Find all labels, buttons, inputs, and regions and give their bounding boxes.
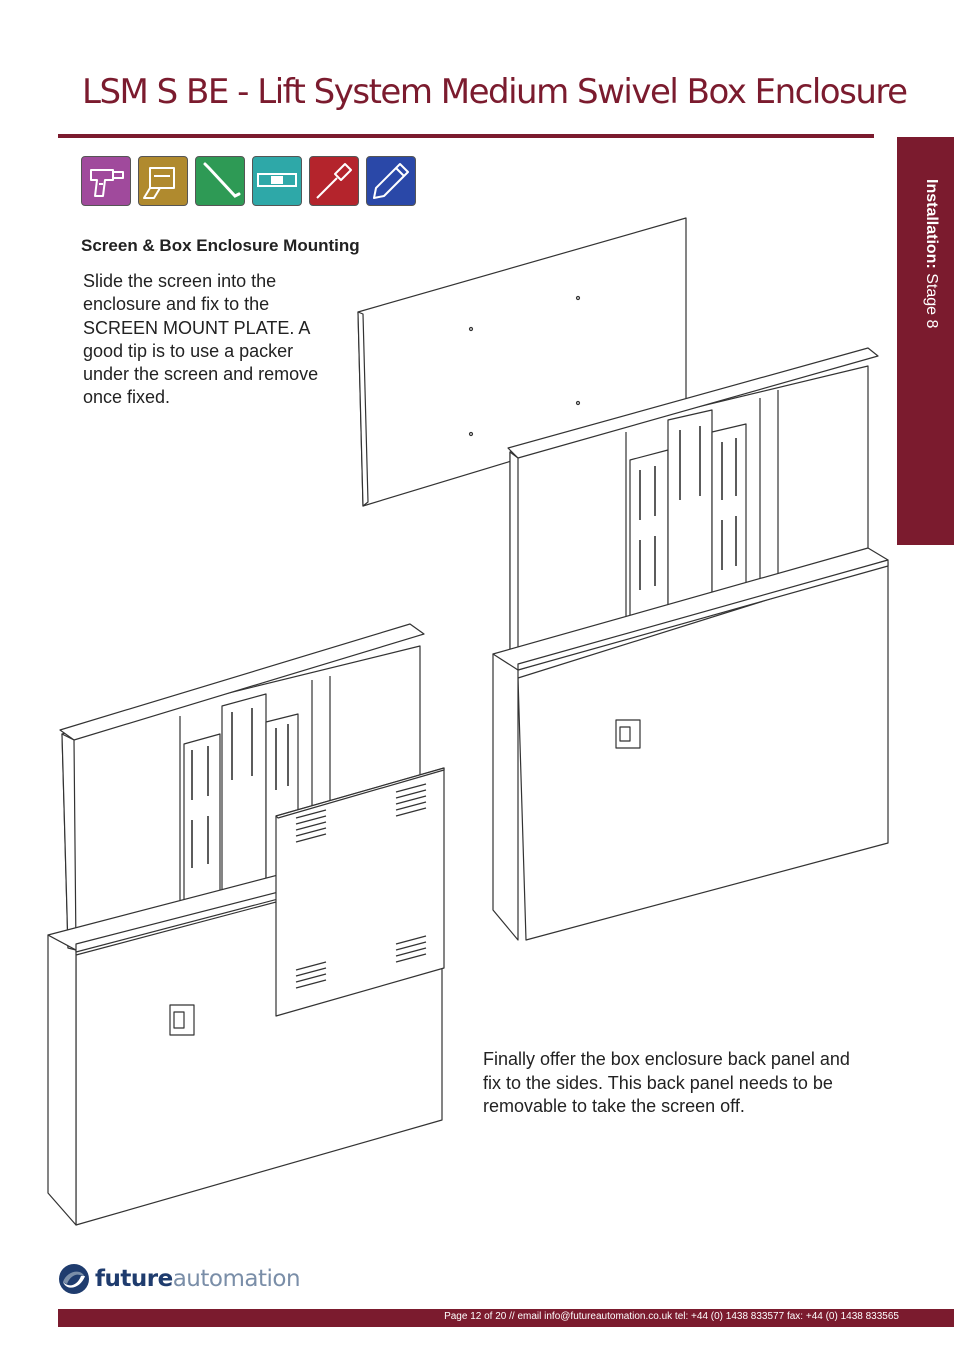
footer-bar	[58, 1309, 954, 1327]
section-tab-label: Installation: Stage 8	[923, 179, 940, 329]
instruction-text-2: Finally offer the box enclosure back panel and fix to the sides. This back panel needs to be removable to take the screen off.	[483, 1049, 850, 1116]
company-name: futureautomation	[95, 1266, 301, 1292]
section-heading: Screen & Box Enclosure Mounting	[81, 236, 360, 255]
enclosure-right	[493, 348, 888, 940]
footer-contact: Page 12 of 20 // email info@futureautomation.co.uk tel: +44 (0) 1438 833577 fax: +44 (0) 1438 833565	[444, 1311, 899, 1322]
page-title: LSM S BE - Lift System Medium Swivel Box Enclosure	[82, 72, 907, 112]
company-logo	[57, 1262, 300, 1296]
instruction-text-1: Slide the screen into the enclosure and fix to the SCREEN MOUNT PLATE. A good tip is to use a packer under the screen and remove once fixed.	[83, 271, 319, 408]
swirl-logo-icon	[57, 1262, 91, 1296]
